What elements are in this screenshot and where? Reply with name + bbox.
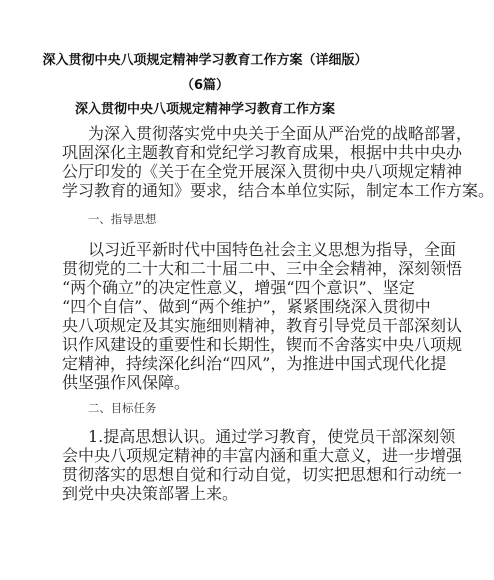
objectives-paragraph bbox=[62, 427, 463, 503]
paragraph-line: 央八项规定及其实施细则精神，教育引导党员干部深刻认 bbox=[62, 316, 463, 335]
intro-line: 公厅印发的《关于在全党开展深入贯彻中央八项规定精神 bbox=[62, 162, 463, 181]
paragraph-line: 定精神，持续深化纠治“四风”，为推进中国式现代化提 bbox=[62, 354, 447, 373]
section-heading-objectives: 二、目标任务 bbox=[88, 401, 157, 415]
paragraph-line: “四个自信”、做到“两个维护”，紧紧围绕深入贯彻中 bbox=[62, 297, 431, 316]
paragraph-line: 1.提高思想认识。通过学习教育，使党员干部深刻领 bbox=[88, 427, 456, 446]
paragraph-line: 贯彻党的二十大和二十届二中、三中全会精神，深刻领悟 bbox=[62, 259, 463, 278]
intro-line: 学习教育的通知》要求，结合本单位实际，制定本工作方案。 bbox=[62, 181, 494, 200]
document-title: 深入贯彻中央八项规定精神学习教育工作方案（详细版） bbox=[42, 53, 368, 68]
guiding-thought-paragraph bbox=[62, 240, 463, 392]
paragraph-line: 以习近平新时代中国特色社会主义思想为指导，全面 bbox=[88, 240, 457, 259]
paragraph-line: 供坚强作风保障。 bbox=[62, 373, 191, 392]
intro-line: 为深入贯彻落实党中央关于全面从严治党的战略部署， bbox=[88, 124, 473, 143]
paragraph-line: 到党中央决策部署上来。 bbox=[62, 484, 239, 503]
section-heading-guiding-thought: 一、指导思想 bbox=[88, 212, 157, 226]
paragraph-line: 贯彻落实的思想自觉和行动自觉，切实把思想和行动统一 bbox=[62, 465, 463, 484]
intro-paragraph bbox=[62, 124, 494, 200]
paragraph-line: “两个确立”的决定性意义，增强“四个意识”、坚定 bbox=[62, 278, 415, 297]
paragraph-line: 会中央八项规定精神的丰富内涵和重大意义，进一步增强 bbox=[62, 446, 463, 465]
document-subtitle: 深入贯彻中央八项规定精神学习教育工作方案 bbox=[74, 102, 335, 117]
document-title-count: （6篇） bbox=[180, 78, 230, 93]
paragraph-line: 识作风建设的重要性和长期性，锲而不舍落实中央八项规 bbox=[62, 335, 463, 354]
intro-line: 巩固深化主题教育和党纪学习教育成果，根据中共中央办 bbox=[62, 143, 463, 162]
